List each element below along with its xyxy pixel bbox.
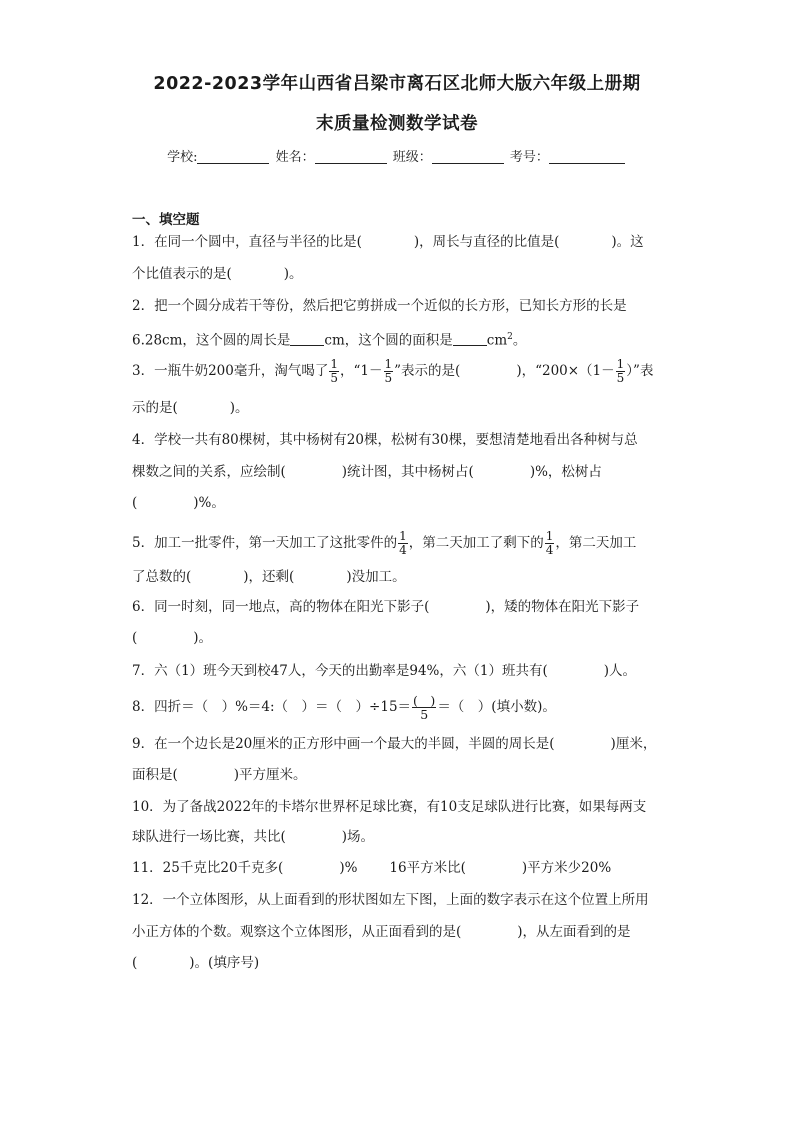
exam-title-line1: 2022-2023学年山西省吕梁市离石区北师大版六年级上册期	[153, 74, 641, 94]
q9-line2: 面积是( )平方厘米。	[132, 767, 307, 783]
q4-line3: ( )%。	[132, 495, 225, 511]
name-label: 姓名：	[275, 150, 315, 165]
q2-line2: 6.28cm，这个圆的周长是 cm，这个圆的面积是 $cm^2$。	[132, 332, 527, 349]
q9-line1: 9．在一个边长是20厘米的正方形中画一个最大的半圆，半圆的周长是( )厘米，	[132, 736, 657, 752]
exam-no-blank	[549, 149, 625, 164]
q11-line1: 11．25千克比20千克多( )% 16平方米比( )平方米少20%	[132, 860, 612, 876]
section-title: 一、填空题	[132, 212, 200, 228]
school-label: 学校:	[167, 150, 198, 165]
q10-line2: 球队进行一场比赛，共比( )场。	[132, 829, 375, 845]
q8-fraction: $\frac{( )}{5}$	[413, 693, 436, 722]
class-label: 班级：	[392, 150, 432, 165]
q3-fraction-2: $\frac{1}{5}$	[384, 357, 393, 385]
q3-line1: 3．一瓶牛奶200毫升，淘气喝了 $\frac{1}{5}$ ，“1－ $\frac{1}{5}$ ”表示的是( )，“200×（1－ $\frac{1}{5}$ ）”表	[132, 357, 654, 385]
q5-line1: 5．加工一批零件，第一天加工了这批零件的 $\frac{1}{4}$ ，第二天加工了剩下的 $\frac{1}{4}$ ，第二天加工	[132, 529, 637, 557]
q5-fraction-1: $\frac{1}{4}$	[399, 529, 407, 557]
q3-fraction-3: $\frac{1}{5}$	[616, 357, 625, 385]
q7-line1: 7．六（1）班今天到校47人，今天的出勤率是94%，六（1）班共有( )人。	[132, 663, 636, 679]
q1-line1: 1．在同一个圆中，直径与半径的比是( )，周长与直径的比值是( )。这	[132, 234, 644, 250]
q3-fraction-1: $\frac{1}{5}$	[330, 357, 338, 385]
q12-line2: 小正方体的个数。观察这个立体图形，从正面看到的是( )，从左面看到的是	[132, 924, 631, 940]
name-blank	[315, 149, 387, 164]
exam-no-label: 考号：	[509, 150, 549, 165]
exam-title-line2: 末质量检测数学试卷	[316, 114, 478, 134]
q6-line2: ( )。	[132, 630, 213, 646]
q5-line2: 了总数的( )，还剩( )没加工。	[132, 569, 406, 585]
q2-blank-2	[453, 333, 487, 346]
q6-line1: 6．同一时刻，同一地点，高的物体在阳光下影子( )，矮的物体在阳光下影子	[132, 599, 640, 615]
q2-blank-1	[290, 333, 324, 346]
q12-line1: 12．一个立体图形，从上面看到的形状图如左下图，上面的数字表示在这个位置上所用	[132, 892, 649, 908]
q12-line3: ( )。(填序号)	[132, 955, 260, 971]
school-blank	[197, 149, 269, 164]
q10-line1: 10．为了备战2022年的卡塔尔世界杯足球比赛，有10支足球队进行比赛，如果每两支	[132, 799, 647, 815]
q1-line2: 个比值表示的是( )。	[132, 266, 303, 282]
student-info-row	[0, 146, 794, 165]
q8-line1: 8．四折＝（ ）%＝4:（ ）＝（ ）÷15＝ $\frac{( )}{5}$ ＝（ ）(填小数)。	[132, 693, 556, 722]
class-blank	[432, 149, 504, 164]
q3-line2: 示的是( )。	[132, 400, 249, 416]
q5-fraction-2: $\frac{1}{4}$	[545, 529, 554, 557]
q4-line1: 4．学校一共有80棵树，其中杨树有20棵，松树有30棵，要想清楚地看出各种树与总	[132, 432, 638, 448]
q2-line1: 2．把一个圆分成若干等份，然后把它剪拼成一个近似的长方形，已知长方形的长是	[132, 298, 627, 314]
q4-line2: 棵数之间的关系，应绘制( )统计图，其中杨树占( )%，松树占	[132, 464, 602, 480]
